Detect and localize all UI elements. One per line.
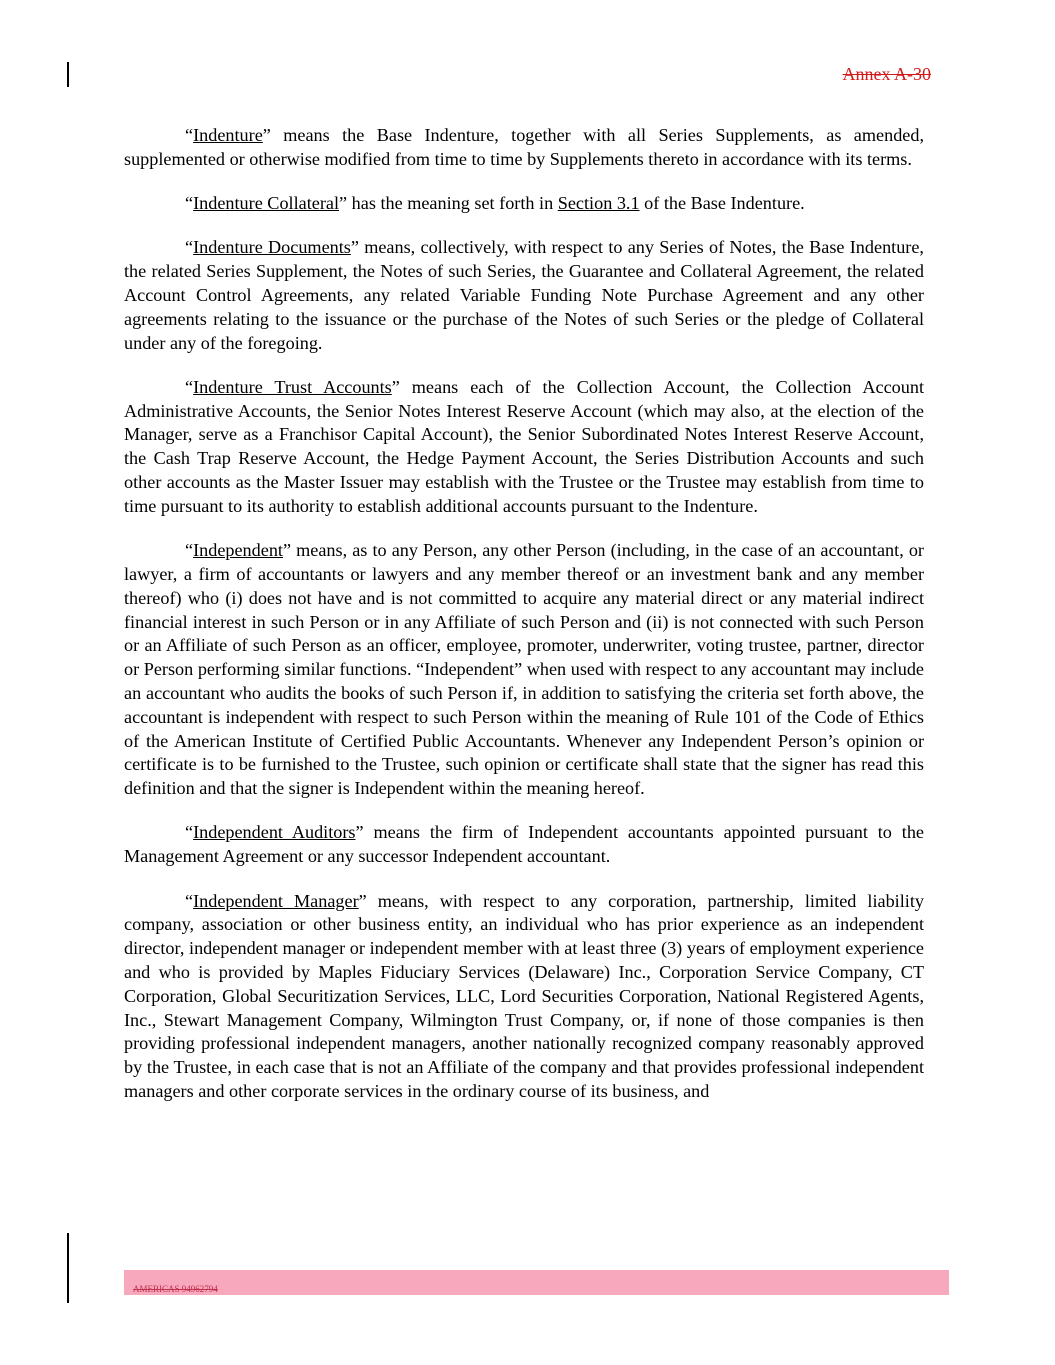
annex-label: Annex A-30 [842, 64, 931, 84]
definition-independent-auditors: “Independent Auditors” means the firm of Independent accountants appointed pursuant to the Management Agreement or any successor Independent accountant. [124, 822, 925, 867]
change-bar-bottom [67, 1233, 69, 1303]
defined-term: Indenture [193, 125, 263, 145]
definition-indenture-documents: “Indenture Documents” means, collectively, with respect to any Series of Notes, the Base Indenture, the related Series Supplement, the Notes of such Series, the Guarantee and Collateral Agreement, the related Account Control Agreements, any related Variable Funding Note Purchase Agreement and any other agreements relating to the issuance or the purchase of the Notes of such Series or the pledge of Collateral under any of the foregoing. [124, 237, 924, 353]
definition-independent-manager: “Independent Manager” means, with respect to any corporation, partnership, limited liability company, association or other business entity, an individual who has prior experience as an independent director, independent manager or independent member with at least three (3) years of employment experience and who is provided by Maples Fiduciary Services (Delaware) Inc., Corporation Service Company, CT Corporation, Global Securitization Services, LLC, Lord Securities Corporation, National Registered Agents, Inc., Stewart Management Company, Wilmington Trust Company, or, if none of those companies is then providing professional independent managers, another nationally recognized company reasonably approved by the Trustee, in each case that is not an Affiliate of the company and that provides professional independent managers and other corporate services in the ordinary course of its business, and [124, 890, 924, 1101]
defined-term: Indenture Collateral [193, 193, 340, 214]
footer-band [124, 1270, 949, 1295]
defined-term: Independent Manager [193, 890, 359, 911]
footer-doc-id: AMERICAS 94962794 [133, 1284, 218, 1294]
definition-independent: “Independent” means, as to any Person, any other Person (including, in the case of an accountant, or lawyer, a firm of accountants or lawyers and any member thereof or an investment bank and any member thereof) who (i) does not have and is not committed to acquire any material direct or any material indirect financial interest in such Person or in any Affiliate of such Person and (ii) is not connected with such Person or an Affiliate of such Person as an officer, employee, promoter, underwriter, voting trustee, partner, director or Person performing similar functions. “Independent” when used with respect to any accountant may include an accountant who audits the books of such Person if, in addition to satisfying the criteria set forth above, the accountant is independent with respect to such Person within the meaning of Rule 101 of the Code of Ethics of the American Institute of Certified Public Accountants. Whenever any Independent Person’s opinion or certificate is to be furnished to the Trustee, such opinion or certificate shall state that the signer has read this definition and that the signer is Independent within the meaning hereof. [124, 540, 924, 799]
defined-term: Indenture Trust Accounts [193, 376, 392, 397]
section-reference: Section 3.1 [557, 193, 640, 214]
defined-term: Independent Auditors [193, 822, 356, 843]
change-bar-top [67, 62, 69, 87]
definition-indenture: “Indenture” means the Base Indenture, together with all Series Supplements, as amended, supplemented or otherwise modified from time to time by Supplements thereto in accordance with its terms. [124, 125, 924, 169]
definition-indenture-trust-accounts: “Indenture Trust Accounts” means each of the Collection Account, the Collection Account Administrative Accounts, the Senior Notes Interest Reserve Account (which may also, at the election of the Manager, serve as a Franchisor Capital Account), the Senior Subordinated Notes Interest Reserve Account, the Cash Trap Reserve Account, the Hedge Payment Account, the Series Distribution Accounts and such other accounts as the Master Issuer may establish with the Trustee or the Trustee may establish from time to time pursuant to its authority to establish additional accounts pursuant to the Indenture. [124, 376, 924, 516]
defined-term: Independent [193, 540, 283, 561]
document-body [124, 124, 924, 1124]
defined-term: Indenture Documents [193, 237, 351, 258]
definition-indenture-collateral: “Indenture Collateral” has the meaning set forth in Section 3.1 of the Base Indenture. [185, 193, 805, 214]
